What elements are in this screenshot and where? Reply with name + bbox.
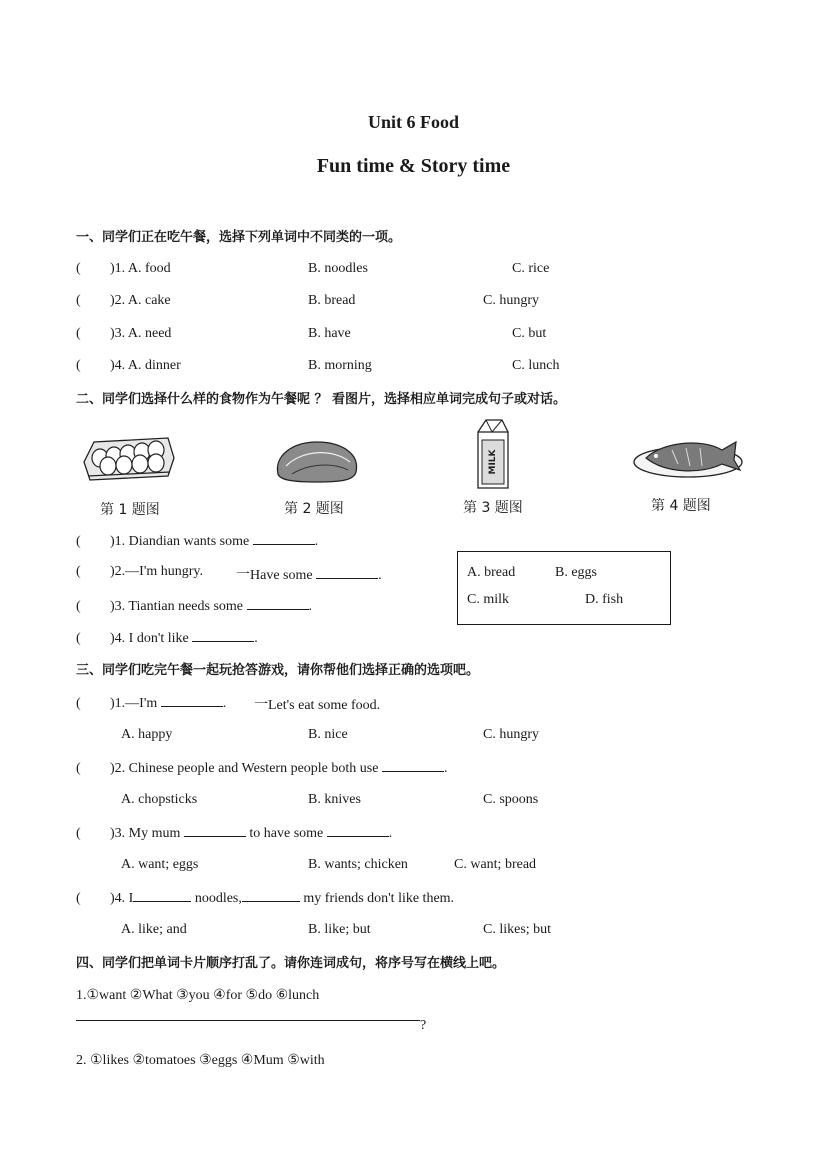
s4-q1: 1.①want ②What ③you ④for ⑤do ⑥lunch [76,988,320,1003]
s3-q2: ( )2. Chinese people and Western people both use . [76,761,448,776]
milk-label: MILK [488,449,498,475]
option-b: B. eggs [555,565,597,580]
worksheet-title: Unit 6 Food [367,112,459,132]
section4-heading: 四、同学们把单词卡片顺序打乱了。请你连词成句，将序号写在横线上吧。 [76,956,506,971]
worksheet-subtitle: Fun time & Story time [316,155,511,177]
option-a: A. bread [467,565,516,580]
section3-heading: 三、同学们吃完午餐一起玩抢答游戏，请你帮他们选择正确的选项吧。 [76,663,480,678]
eggs-carton-icon [80,432,176,488]
s4-q1-answer-line[interactable] [76,1020,420,1021]
s2-q3: ( )3. Tiantian needs some . [76,599,312,614]
caption-3: 第 3 题图 [463,500,523,516]
s1-q3-b: B. have [308,326,351,341]
option-c: C. milk [467,592,510,607]
s1-q4: ( )4. A. dinner [76,358,181,373]
s2-q2-reply: 一Have some . [236,568,382,583]
s3-q2-c: C. spoons [483,792,539,807]
s3-q1-a: A. happy [121,727,173,742]
s1-q3: ( )3. A. need [76,326,172,341]
s3-q1-b: B. nice [308,727,348,742]
s1-q2: ( )2. A. cake [76,293,171,308]
s3-q1-reply: 一Let's eat some food. [254,698,381,713]
bread-icon [272,436,362,486]
s3-q2-b: B. knives [308,792,361,807]
s2-q4: ( )4. I don't like . [76,631,258,646]
s1-q1: ( )1. A. food [76,261,171,276]
s3-q1: ( )1.—I'm . [76,696,227,711]
s1-q3-c: C. but [512,326,547,341]
s3-q3-b: B. wants; chicken [308,857,408,872]
caption-4: 第 4 题图 [651,498,711,514]
s1-q1-c: C. rice [512,261,550,276]
option-d: D. fish [585,592,624,607]
s3-q4-a: A. like; and [121,922,187,937]
s3-q1-c: C. hungry [483,727,539,742]
s4-q2: 2. ①likes ②tomatoes ③eggs ④Mum ⑤with [76,1053,325,1068]
s3-q4-b: B. like; but [308,922,371,937]
s3-q4-c: C. likes; but [483,922,552,937]
caption-2: 第 2 题图 [284,501,344,517]
s3-q4: ( )4. I noodles, my friends don't like them. [76,891,455,906]
fish-plate-icon [632,432,746,480]
section2-heading: 二、同学们选择什么样的食物作为午餐呢 ？ 看图片，选择相应单词完成句子或对话。 [76,392,567,407]
s3-q3: ( )3. My mum to have some . [76,826,393,841]
s1-q1-b: B. noodles [308,261,368,276]
s1-q4-b: B. morning [308,358,372,373]
s3-q3-a: A. want; eggs [121,857,199,872]
s2-q2: ( )2.—I'm hungry. [76,564,203,579]
options-box [457,551,671,625]
s1-q2-b: B. bread [308,293,356,308]
milk-carton-icon [472,418,514,492]
s3-q3-c: C. want; bread [454,857,537,872]
s1-q2-c: C. hungry [483,293,539,308]
s4-q1-qmark: ? [420,1018,427,1033]
section1-heading: 一、同学们正在吃午餐，选择下列单词中不同类的一项。 [76,230,402,245]
s2-q1: ( )1. Diandian wants some . [76,534,319,549]
s1-q4-c: C. lunch [512,358,560,373]
caption-1: 第 1 题图 [100,502,160,518]
s3-q2-a: A. chopsticks [121,792,198,807]
